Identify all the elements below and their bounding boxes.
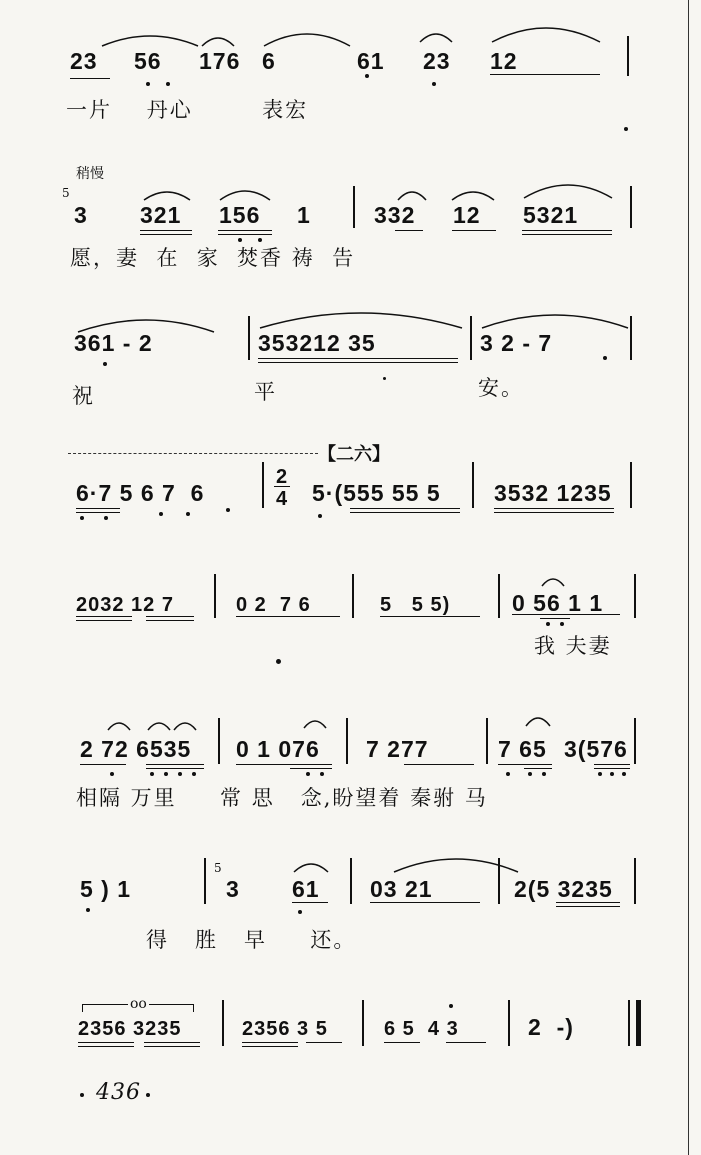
bar-line <box>630 186 632 228</box>
slur <box>146 718 172 732</box>
dot <box>238 238 242 242</box>
note-group: 3(576 <box>564 736 628 762</box>
underline <box>70 78 110 79</box>
note-group: 6 <box>262 48 276 74</box>
note-group: 2(5 3235 <box>514 876 613 902</box>
underline <box>350 508 460 509</box>
bar-line <box>248 316 250 360</box>
stray-mark <box>276 659 281 664</box>
slur <box>76 314 216 334</box>
dot <box>622 772 626 776</box>
underline <box>370 902 480 903</box>
dot <box>80 516 84 520</box>
slur <box>106 718 132 732</box>
underline <box>76 508 120 509</box>
underline <box>556 902 620 903</box>
slur <box>142 186 192 202</box>
section-label: 【二六】 <box>318 444 390 465</box>
note-group: 156 <box>219 202 261 228</box>
underline <box>522 230 612 231</box>
bar-line <box>634 718 636 764</box>
note-group: 2356 3 5 <box>242 1018 328 1040</box>
underline <box>146 616 194 617</box>
underline <box>76 512 120 513</box>
dot <box>164 772 168 776</box>
note-group: 5 ) 1 <box>80 876 132 902</box>
note-group: 3 <box>74 202 88 228</box>
final-barline-thin <box>628 1000 630 1046</box>
underline <box>218 234 272 235</box>
slur <box>490 22 602 44</box>
slur <box>540 574 566 588</box>
underline <box>306 1042 342 1043</box>
dot <box>159 512 163 516</box>
dot <box>449 1004 453 1008</box>
time-signature-bottom: 4 <box>276 488 289 510</box>
bar-line <box>352 574 354 618</box>
final-barline-thick <box>636 1000 641 1046</box>
note-group: 5·(555 55 5 <box>312 480 441 506</box>
underline <box>494 512 614 513</box>
slur <box>100 30 200 50</box>
dot <box>610 772 614 776</box>
note-group: 2 72 6535 <box>80 736 192 762</box>
lyrics-line: 愿，妻 在 家 焚香 祷 告 <box>70 246 356 270</box>
bar-line <box>362 1000 364 1046</box>
bar-line <box>353 186 355 228</box>
note-group: 0 1 076 <box>236 736 320 762</box>
note-group: 6 5 4 3 <box>384 1018 459 1040</box>
underline <box>146 764 204 765</box>
note-group: 5 5 5) <box>380 594 451 616</box>
underline <box>146 620 194 621</box>
dot <box>298 910 302 914</box>
note-group: 3 2 - 7 <box>480 330 553 356</box>
bar-line <box>630 462 632 508</box>
underline <box>540 618 570 619</box>
dot <box>166 82 170 86</box>
underline <box>140 234 192 235</box>
underline <box>522 234 612 235</box>
underline <box>258 362 458 363</box>
underline <box>384 1042 420 1043</box>
underline <box>494 508 614 509</box>
note-group: 321 <box>140 202 182 228</box>
dot <box>258 238 262 242</box>
underline <box>446 1042 486 1043</box>
note-group: 12 <box>490 48 518 74</box>
lyric-char: 平 <box>254 380 277 404</box>
dot <box>186 512 190 516</box>
dashed-rule <box>68 453 318 454</box>
page-number-text: 436 <box>96 1080 141 1105</box>
dot <box>104 516 108 520</box>
dot <box>192 772 196 776</box>
note-group: 2356 3235 <box>78 1018 182 1040</box>
lyrics-line: 我 夫妻 <box>534 634 612 658</box>
underline <box>236 764 332 765</box>
bar-line <box>627 36 629 76</box>
dot <box>432 82 436 86</box>
dot <box>598 772 602 776</box>
bar-line <box>346 718 348 764</box>
bar-line <box>630 316 632 360</box>
underline <box>404 764 474 765</box>
dot <box>146 82 150 86</box>
dot <box>226 508 230 512</box>
time-signature-bar <box>274 486 290 487</box>
slur <box>524 712 552 728</box>
bar-line <box>204 858 206 904</box>
lyric-char: 安。 <box>478 376 524 400</box>
lyrics-line: 一片 丹心 表宏 <box>66 98 309 122</box>
slur <box>522 178 614 200</box>
slur <box>480 308 630 330</box>
page-number-dot-left <box>80 1093 84 1097</box>
underline <box>76 616 132 617</box>
underline <box>380 616 480 617</box>
tempo-marking: 稍慢 <box>76 166 104 182</box>
note-group: 7 277 <box>366 736 429 762</box>
underline <box>146 768 204 769</box>
bar-line <box>508 1000 510 1046</box>
underline <box>290 768 332 769</box>
note-group: 61 <box>292 876 320 902</box>
underline <box>292 902 328 903</box>
underline <box>395 230 423 231</box>
lyrics-line: 得 胜 早 还。 <box>146 928 357 952</box>
slur <box>262 28 352 48</box>
right-edge-line <box>688 0 689 1155</box>
dot <box>103 362 107 366</box>
dot <box>150 772 154 776</box>
dot <box>306 772 310 776</box>
bar-line <box>486 718 488 764</box>
underline <box>80 764 126 765</box>
note-group: 176 <box>199 48 241 74</box>
grace-note: 5 <box>214 861 222 875</box>
underline <box>594 768 630 769</box>
bar-line <box>350 858 352 904</box>
bar-line <box>634 574 636 618</box>
underline <box>78 1046 134 1047</box>
underline <box>258 358 458 359</box>
dot <box>320 772 324 776</box>
slur <box>258 306 464 330</box>
bar-line <box>214 574 216 618</box>
dot <box>318 514 322 518</box>
bar-line <box>634 858 636 904</box>
dot <box>528 772 532 776</box>
slur <box>450 186 496 202</box>
underline <box>144 1046 200 1047</box>
bracket-right <box>193 1004 194 1012</box>
note-group: 56 <box>134 48 162 74</box>
lyrics-line: 相隔 万里 常 思 念,盼望着 秦驸 马 <box>76 786 488 810</box>
bracket-left <box>82 1004 83 1012</box>
note-group: 23 <box>70 48 98 74</box>
bar-line <box>472 462 474 508</box>
note-group: 0 56 1 1 <box>512 590 604 616</box>
note-group: 3532 1235 <box>494 480 612 506</box>
dot <box>110 772 114 776</box>
lyric-char: 祝 <box>72 384 95 408</box>
bar-line <box>222 1000 224 1046</box>
dot <box>178 772 182 776</box>
underline <box>78 1042 134 1043</box>
slur <box>218 184 272 202</box>
underline <box>350 512 460 513</box>
slur <box>200 32 236 48</box>
note-group: 361 - 2 <box>74 330 153 356</box>
note-group: 353212 35 <box>258 330 376 356</box>
dot <box>86 908 90 912</box>
underline <box>490 74 600 75</box>
note-group: 2032 12 7 <box>76 594 174 616</box>
dot <box>365 74 369 78</box>
dot <box>506 772 510 776</box>
underline <box>556 906 620 907</box>
slur <box>302 716 328 730</box>
time-signature-top: 2 <box>276 466 289 488</box>
underline <box>144 1042 200 1043</box>
slur <box>418 28 454 44</box>
page-number-dot-right <box>146 1093 150 1097</box>
note-group: 7 65 <box>498 736 547 762</box>
grace-note: 5 <box>62 186 70 200</box>
note-group: 23 <box>423 48 451 74</box>
slur <box>172 718 198 732</box>
underline <box>218 230 272 231</box>
dot <box>560 622 564 626</box>
note-group: 03 21 <box>370 876 433 902</box>
dot <box>603 356 607 360</box>
bar-line <box>470 316 472 360</box>
underline <box>76 620 132 621</box>
note-group: 332 <box>374 202 416 228</box>
underline <box>452 230 496 231</box>
slur <box>292 858 330 874</box>
note-group: 6·7 5 6 7 6 <box>76 480 205 506</box>
note-group: 12 <box>453 202 481 228</box>
stray-mark <box>624 127 628 131</box>
stray-mark <box>383 377 386 380</box>
slur <box>392 852 520 874</box>
bar-line <box>262 462 264 508</box>
underline <box>242 1046 298 1047</box>
note-group: 2 -) <box>528 1014 574 1040</box>
underline <box>498 764 552 765</box>
underline <box>140 230 192 231</box>
dot <box>542 772 546 776</box>
underline <box>236 616 340 617</box>
note-group: 5321 <box>523 202 579 228</box>
note-group: 61 <box>357 48 385 74</box>
slur <box>396 186 428 202</box>
underline <box>512 614 620 615</box>
bar-line <box>498 574 500 618</box>
underline <box>242 1042 298 1043</box>
ornament: oo <box>130 996 147 1012</box>
note-group: 3 <box>226 876 240 902</box>
note-group: 1 <box>297 202 311 228</box>
underline <box>524 768 552 769</box>
underline <box>594 764 630 765</box>
note-group: 0 2 7 6 <box>236 594 311 616</box>
bar-line <box>218 718 220 764</box>
dot <box>546 622 550 626</box>
